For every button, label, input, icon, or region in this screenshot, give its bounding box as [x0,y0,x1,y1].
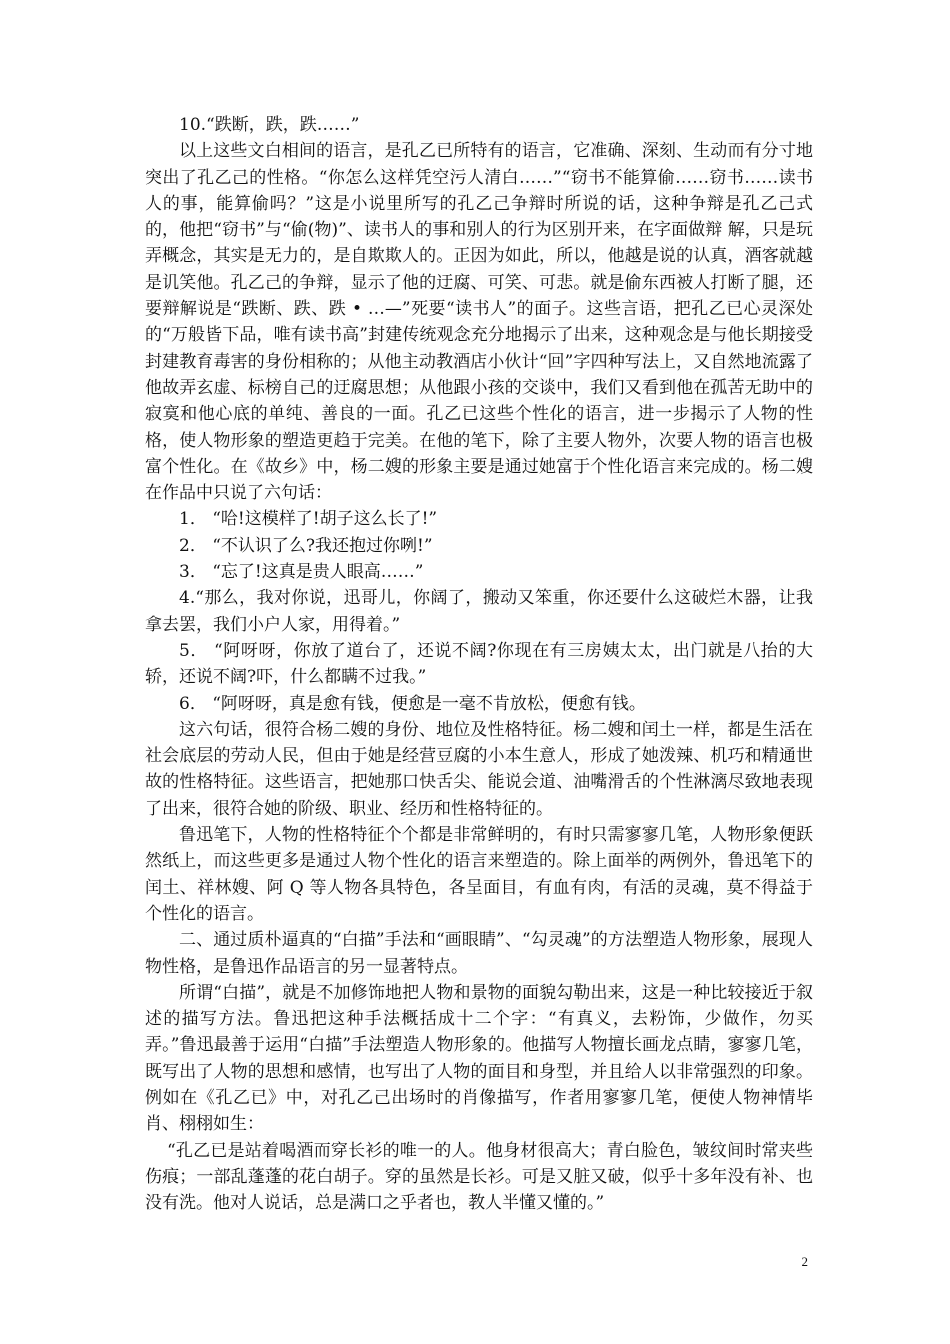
list-item-10: 10.“跌断，跌，跌……” [179,115,360,135]
quote-item-6: 6． “阿呀呀，真是愈有钱，便愈是一毫不肯放松，便愈有钱。 [179,693,646,714]
paragraph-kong-yiji-language: 以上这些文白相间的语言，是孔乙已所特有的语言，它准确、深刻、生动而有分寸地突出了孔乙己的性格。“你怎么这样凭空污人清白……”“窃书不能算偷……窃书……读书人的事，能算偷吗？”这是小说里所写的孔乙己争辩时所说的话，这种争辩是孔乙己式的，他把“窃书”与“偷(物)”、读书人的事和别人的行为区别开来，在字面做辩 解，只是玩弄概念，其实是无力的，是自欺欺人的。正因为如此，所以，他越是说的认真，酒客就越是讥笑他。孔乙己的争辩，显示了他的迂腐、可笑、可悲。就是偷东西被人打断了腿，还要辩解说是“跌断、跌、跌 • …—”死要“读书人”的面子。这些言语，把孔乙已心灵深处的“万般皆下品，唯有读书高”封建传统观念充分地揭示了出来，这种观念是与他长期接受封建教育毒害的身份相称的；从他主动教酒店小伙计“回”字四种写法上，又自然地流露了他故弄玄虚、标榜自己的迂腐思想；从他跟小孩的交谈中，我们又看到他在孤苦无助中的寂寞和他心底的单纯、善良的一面。孔乙已这些个性化的语言，进一步揭示了人物的性格，使人物形象的塑造更趋于完美。在他的笔下，除了主要人物外，次要人物的语言也极富个性化。在《故乡》中，杨二嫂的形象主要是通过她富于个性化语言来完成的。杨二嫂在作品中只说了六句话： [145,141,813,504]
paragraph-character-traits: 鲁迅笔下，人物的性格特征个个都是非常鲜明的，有时只需寥寥几笔，人物形象便跃然纸上，而这些更多是通过人物个性化的语言来塑造的。除上面举的两例外，鲁迅笔下的闰土、祥林嫂、阿 Q 等人物各具特色，各呈面目，有血有肉，有活的灵魂，莫不得益于个性化的语言。 [145,825,813,924]
paragraph-baimiao: 所谓“白描”，就是不加修饰地把人物和景物的面貌勾勒出来，这是一种比较接近于叙述的描写方法。鲁迅把这种手法概括成十二个字：“有真义，去粉饰，少做作，勿买弄。”鲁迅最善于运用“白描”手法塑造人物形象的。他描写人物擅长画龙点睛，寥寥几笔，既写出了人物的思想和感情，也写出了人物的面目和身型，并且给人以非常强烈的印象。例如在《孔乙已》中，对孔乙己出场时的肖像描写，作者用寥寥几笔，便使人物神情毕肖、栩栩如生： [145,982,813,1135]
quote-item-4: 4.“那么，我对你说，迅哥儿，你阔了，搬动又笨重，你还要什么这破烂木器，让我拿去罢，我们小户人家，用得着。” [145,588,813,635]
page-number: 2 [801,1254,808,1269]
body-text [145,112,813,1216]
quote-item-5: 5． “阿呀呀，你放了道台了，还说不阔?你现在有三房姨太太，出门就是八抬的大轿，还说不阔?吓，什么都瞒不过我。” [145,640,813,688]
paragraph-yang-ersao: 这六句话，很符合杨二嫂的身份、地位及性格特征。杨二嫂和闰土一样，都是生活在社会底层的劳动人民，但由于她是经营豆腐的小本生意人，形成了她泼辣、机巧和精通世故的性格特征。这些语言，把她那口快舌尖、能说会道、油嘴滑舌的个性淋漓尽致地表现了出来，很符合她的阶级、职业、经历和性格特征的。 [145,719,813,819]
quote-item-2: 2． “不认识了么?我还抱过你咧!” [179,535,433,556]
quote-item-1: 1． “哈!这模样了!胡子这么长了!” [179,509,438,530]
quote-item-3: 3． “忘了!这真是贵人眼高……” [179,562,424,583]
section-heading-two: 二、通过质朴逼真的“白描”手法和“画眼睛”、“勾灵魂”的方法塑造人物形象，展现人物性格，是鲁迅作品语言的另一显著特点。 [145,930,813,977]
block-quote-kong-yiji: “孔乙已是站着喝酒而穿长衫的唯一的人。他身材很高大；青白脸色，皱纹间时常夹些伤痕；一部乱蓬蓬的花白胡子。穿的虽然是长衫。可是又脏又破，似乎十多年没有补、也没有洗。他对人说话，总是满口之乎者也，教人半懂又懂的。” [145,1140,813,1214]
